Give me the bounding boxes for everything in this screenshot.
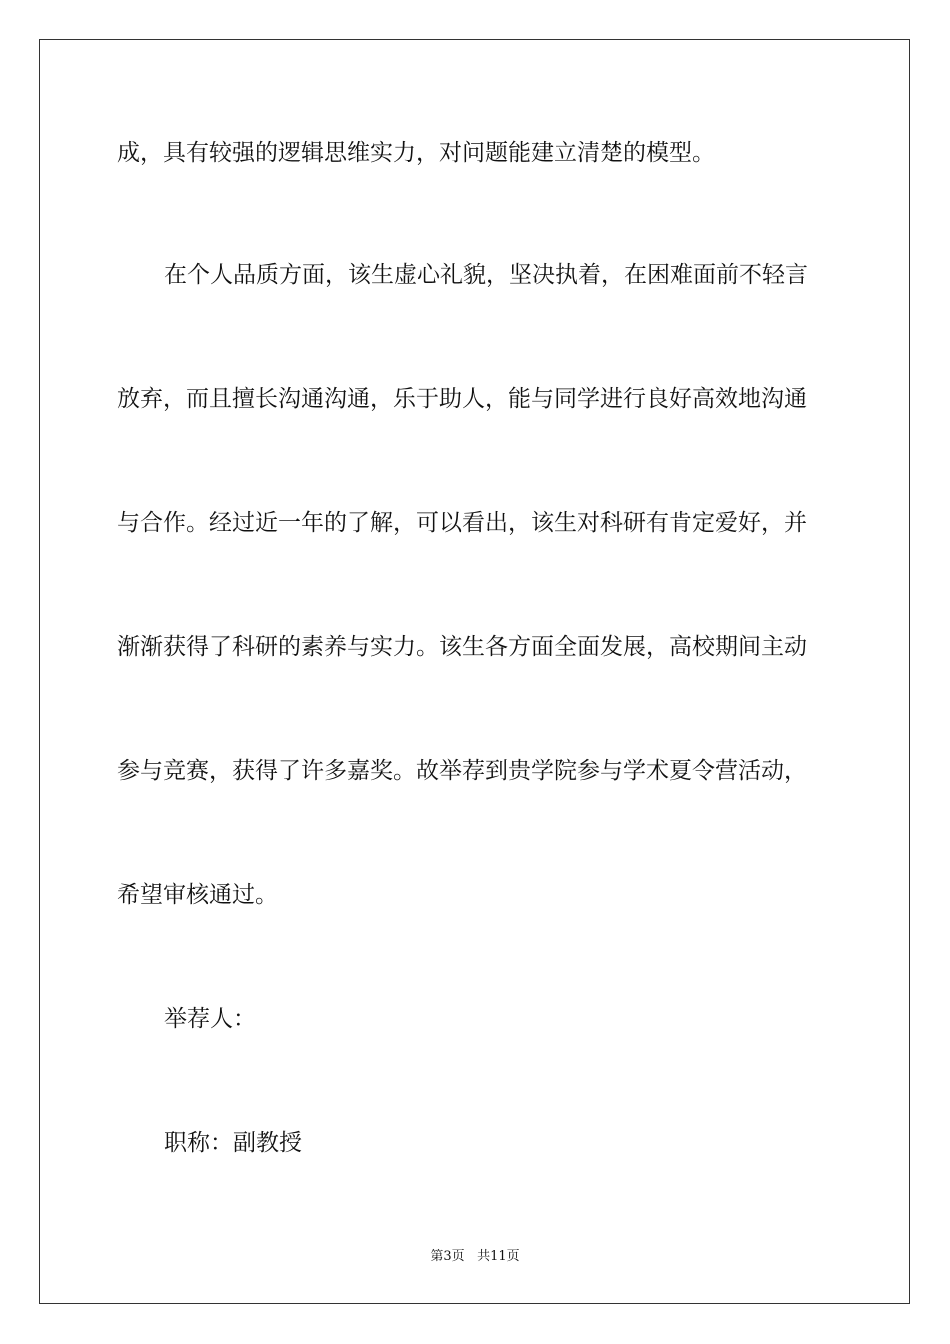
body-line-3: 放弃，而且擅长沟通沟通，乐于助人，能与同学进行良好高效地沟通 [117,386,807,412]
body-line-4: 与合作。经过近一年的了解，可以看出，该生对科研有肯定爱好，并 [117,510,807,536]
page-border [39,39,910,1304]
body-line-2: 在个人品质方面，该生虚心礼貌，坚决执着，在困难面前不轻言 [164,262,808,288]
title-label: 职称：副教授 [164,1130,302,1156]
body-line-5: 渐渐获得了科研的素养与实力。该生各方面全面发展，高校期间主动 [117,634,807,660]
page-total: 共11页 [477,1249,520,1264]
body-line-6: 参与竞赛，获得了许多嘉奖。故举荐到贵学院参与学术夏令营活动， [117,758,807,784]
body-line-1: 成，具有较强的逻辑思维实力，对问题能建立清楚的模型。 [117,140,715,166]
recommender-label: 举荐人： [164,1006,256,1032]
page-footer [0,1245,950,1264]
body-line-7: 希望审核通过。 [117,882,278,908]
page-current: 第3页 [430,1249,465,1264]
